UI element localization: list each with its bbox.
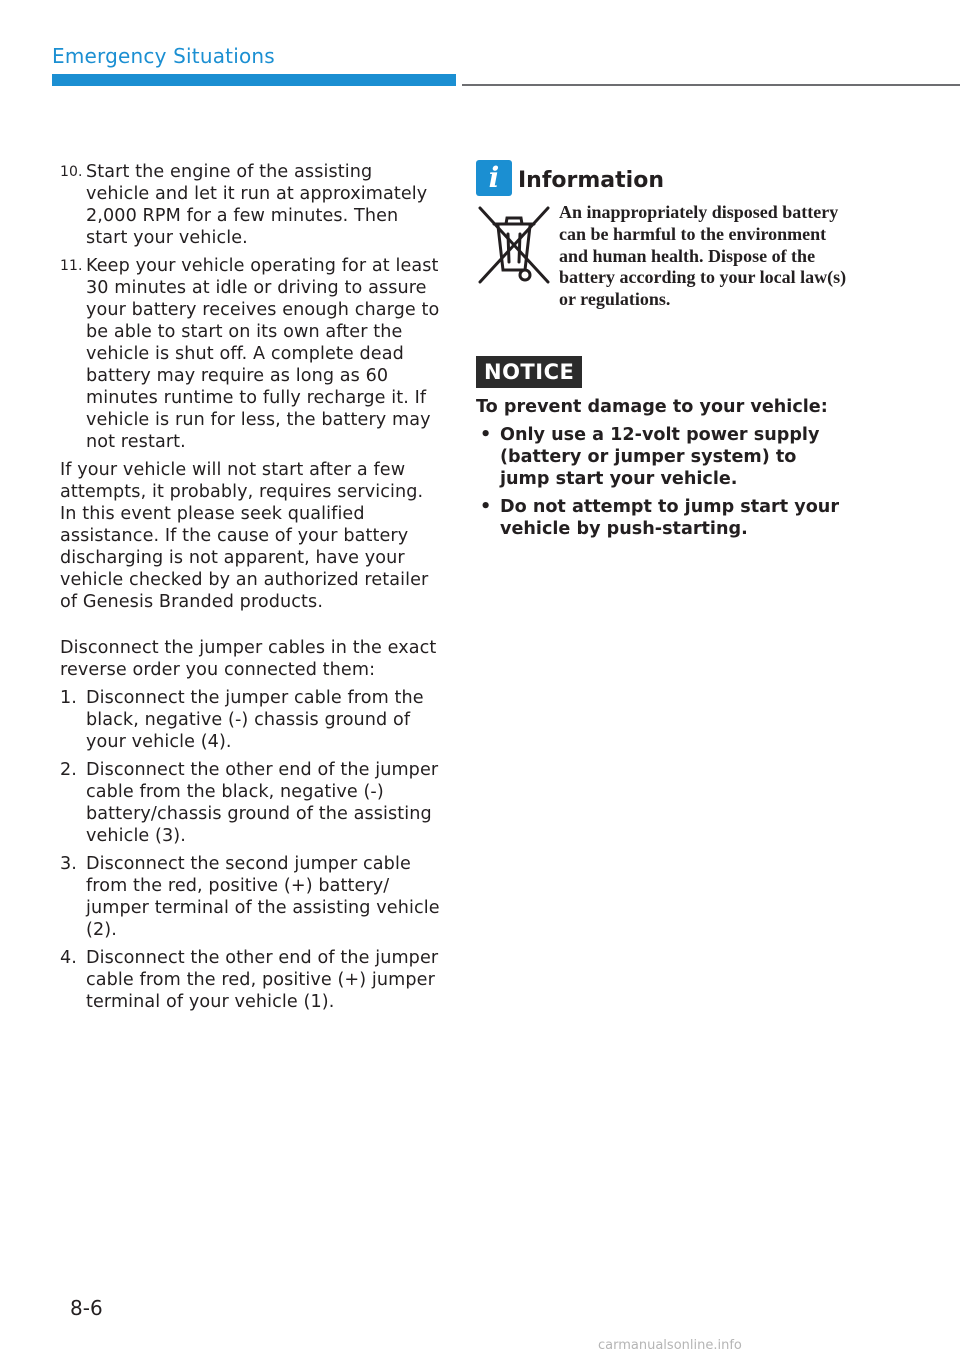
bullet-text: Do not attempt to jump start your vehicle by push-starting.: [500, 497, 840, 539]
step-text: Disconnect the other end of the jumper cable from the red, positive (+) jumper terminal of your vehicle (1).: [86, 948, 439, 1012]
step-text: Disconnect the jumper cable from the black, negative (-) chassis ground of your vehicle (4).: [86, 688, 424, 752]
step-text: Start the engine of the assisting vehicle and let it run at approximately 2,000 RPM for a few minutes. Then start your vehicle.: [86, 162, 428, 248]
page-number: 8-6: [70, 1296, 103, 1320]
information-text: An inappropriately disposed battery can be harmful to the environment and human health. Dispose of the battery according to your local law(s) or regulations.: [559, 202, 847, 310]
header-accent-bar: [52, 74, 456, 86]
watermark: carmanualsonline.info: [598, 1338, 742, 1353]
notice-bullet: [476, 496, 846, 540]
bullet-dot: •: [480, 425, 492, 445]
notice-badge: NOTICE: [476, 356, 582, 388]
step-item: [60, 687, 440, 753]
bullet-dot: •: [480, 497, 492, 517]
step-item: [60, 853, 440, 941]
step-number: 10.: [60, 164, 83, 180]
notice-body: [476, 396, 846, 546]
header-rule: [462, 84, 960, 86]
step-text: Keep your vehicle operating for at least 30 minutes at idle or driving to assure your battery receives enough charge to be able to start on its own after the vehicle is shut off. A complete dead battery may require as long as 60 minutes runtime to fully recharge it. If vehicle is run for less, the battery may not restart.: [86, 256, 440, 452]
step-number: 1.: [60, 688, 77, 708]
service-paragraph: If your vehicle will not start after a few attempts, it probably, requires servicing. In this event please seek qualified assistance. If the cause of your battery discharging is not apparent, have your vehicle checked by an authorized retailer of Genesis Branded products.: [60, 460, 429, 612]
step-number: 2.: [60, 760, 77, 780]
crossed-out-wheelie-bin-icon: [476, 202, 552, 286]
step-item: [60, 759, 440, 847]
step-number: 4.: [60, 948, 77, 968]
step-item: [60, 947, 440, 1013]
step-item: [60, 255, 440, 453]
left-column: [60, 161, 440, 1019]
information-body: [476, 200, 856, 370]
disconnect-intro: Disconnect the jumper cables in the exact reverse order you connected them:: [60, 638, 437, 680]
info-icon-glyph: i: [488, 161, 500, 194]
information-title: Information: [518, 168, 664, 193]
right-column: [476, 160, 856, 539]
step-number: 3.: [60, 854, 77, 874]
step-text: Disconnect the second jumper cable from the red, positive (+) battery/ jumper terminal of the assisting vehicle (2).: [86, 854, 440, 940]
bullet-text: Only use a 12-volt power supply (battery or jumper system) to jump start your vehicle.: [500, 425, 820, 489]
notice-intro: To prevent damage to your vehicle:: [476, 397, 828, 417]
step-text: Disconnect the other end of the jumper cable from the black, negative (-) battery/chassis ground of the assisting vehicle (3).: [86, 760, 439, 846]
notice-bullet: [476, 424, 846, 490]
section-title: Emergency Situations: [52, 44, 275, 68]
step-item: [60, 161, 440, 249]
step-number: 11.: [60, 258, 83, 274]
info-icon: [476, 160, 512, 196]
information-header: [476, 160, 856, 200]
